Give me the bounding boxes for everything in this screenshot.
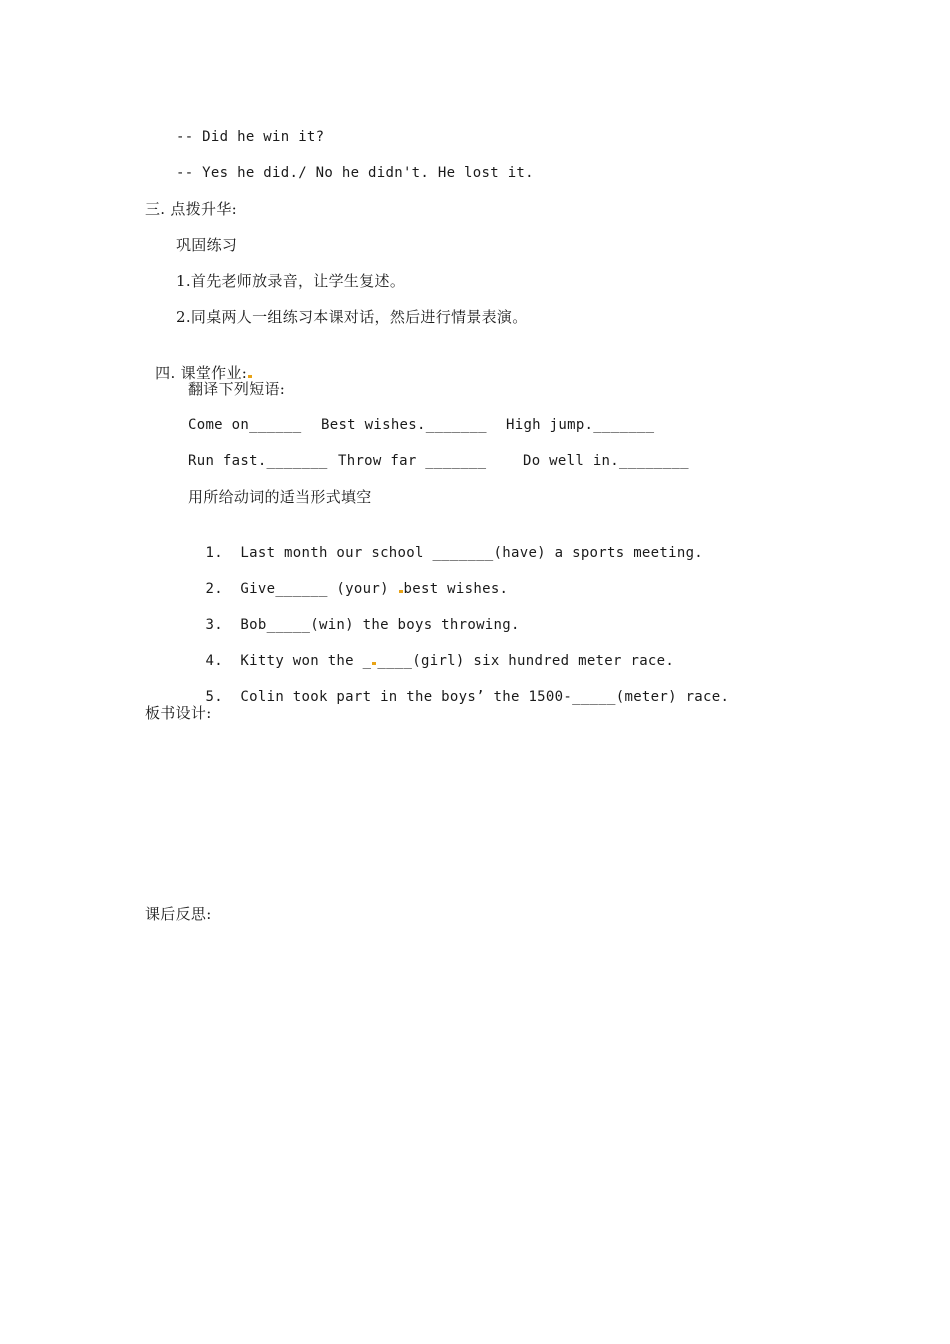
translate-row-2-c: Do well in.________ [523, 453, 689, 469]
dialog-answer: -- Yes he did./ No he didn't. He lost it. [176, 165, 534, 181]
highlight-mark [399, 590, 403, 593]
translate-title: 翻译下列短语: [188, 380, 286, 398]
translate-row-1-a: Come on______ [188, 417, 302, 433]
fill-item-text-cont: best wishes. [403, 581, 509, 597]
board-design-label: 板书设计: [145, 704, 212, 722]
fill-item-3 [188, 595, 520, 635]
fill-item-number: 5. [205, 689, 223, 705]
reflection-label: 课后反思: [145, 905, 212, 923]
fill-item-text: Kitty won the _ [240, 653, 372, 669]
fill-item-number: 2. [205, 581, 223, 597]
fill-item-text: Last month our school _______(have) a sports meeting. [240, 545, 704, 561]
fill-item-number: 3. [205, 617, 223, 633]
fill-item-5 [188, 667, 729, 707]
fill-item-text: Give______ (your) [240, 581, 398, 597]
fill-item-number: 4. [205, 653, 223, 669]
fill-item-text: Colin took part in the boys’ the 1500-_____(meter) race. [240, 689, 730, 705]
dialog-question: -- Did he win it? [176, 129, 325, 145]
section-3-subheading: 巩固练习 [176, 236, 238, 254]
fill-item-text: Bob_____(win) the boys throwing. [240, 617, 520, 633]
fill-item-number: 1. [205, 545, 223, 561]
section-3-item-2: 2.同桌两人一组练习本课对话，然后进行情景表演。 [176, 308, 528, 326]
highlight-mark [248, 375, 252, 378]
fill-item-4 [188, 631, 674, 671]
translate-row-2-a: Run fast._______ [188, 453, 328, 469]
fill-item-text-cont: ____(girl) six hundred meter race. [377, 653, 675, 669]
section-3-item-1: 1.首先老师放录音，让学生复述。 [176, 272, 406, 290]
section-4-heading-text: 四. 课堂作业: [155, 364, 248, 382]
translate-row-2-b: Throw far _______ [338, 453, 487, 469]
section-4-heading [145, 343, 253, 383]
translate-row-1-c: High jump._______ [506, 417, 655, 433]
translate-row-1-b: Best wishes._______ [321, 417, 487, 433]
fill-item-2 [188, 559, 508, 599]
highlight-mark [372, 662, 376, 665]
fill-title: 用所给动词的适当形式填空 [188, 488, 372, 506]
fill-item-1 [188, 523, 703, 563]
section-3-heading: 三. 点拨升华: [145, 200, 237, 218]
